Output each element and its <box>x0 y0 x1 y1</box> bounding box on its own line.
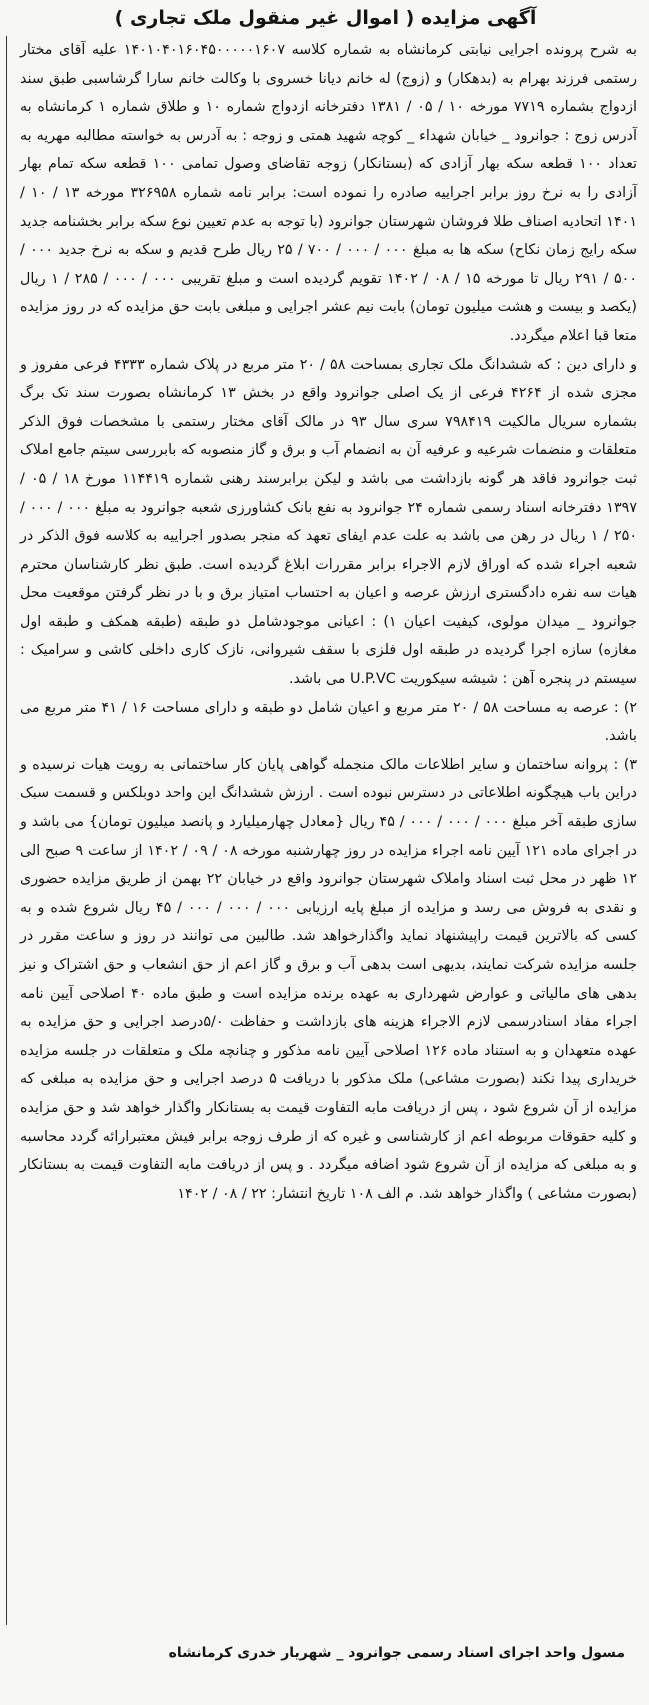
notice-body <box>12 36 639 1208</box>
notice-signature: مسول واحد اجرای اسناد رسمی جوانرود _ شهریار خدری کرمانشاه <box>168 1645 625 1661</box>
notice-paragraph-property: و دارای دین : که ششدانگ ملک تجاری بمساحت ۵۸ / ۲۰ متر مربع در پلاک شماره ۴۳۳۳ فرعی مفروز و مجزی شده از ۴۲۶۴ فرعی از یک اصلی جوانرود واقع در بخش ۱۳ کرمانشاه بصورت سند تک برگ بشماره سریال مالکیت ۷۹۸۴۱۹ سری سال ۹۳ در مالک آقای مختار رستمی با مشخصات فوق الذکر متعلقات و منضمات شرعیه و عرفیه آن به انضمام آب و برق و گاز منصوبه که بابررسی سیتم جامع املاک ثبت جوانرود فاقد هر گونه بازداشت می باشد و لیکن برابرسند رهنی شماره ۱۱۴۴۱۹ مورخ ۱۸ / ۰۵ / ۱۳۹۷ دفترخانه اسناد رسمی شماره ۲۴ جوانرود به نفع بانک کشاورزی شعبه جوانرود به مبلغ ۰۰۰ / ۰۰۰ / ۲۵۰ / ۱ ریال در رهن می باشد به علت عدم ایفای تعهد که منجر بصدور اجراییه به کلاسه فوق الذکر در شعبه اجراء شده که اوراق لازم الاجراء برابر مقررات ابلاغ گردیده است. طبق نظر کارشناسان محترم هیات سه نفره دادگستری ارزش عرصه و اعیان به احتساب امتیاز برق و با در نظر گرفتن موقعیت محل جوانرود _ میدان مولوی، کیفیت اعیان ۱) : اعیانی موجودشامل دو طبقه (طبقه همکف و طبقه اول مغازه) سازه اجرا گردیده در طبقه اول فلزی با سقف شیروانی، نازک کاری داخلی کاشی و سرامیک : سیستم در پنجره آهن : شیشه سیکوریت U.P.VC می باشد. <box>20 356 638 688</box>
notice-title: آگهی مزایده ( اموال غیر منقول ملک تجاری ) <box>114 7 537 29</box>
notice-paragraph-case: به شرح پرونده اجرایی نیابتی کرمانشاه به شماره کلاسه ۱۴۰۱۰۴۰۱۶۰۴۵۰۰۰۰۰۱۶۰۷ علیه آقای مختار رستمی فرزند بهرام به (بدهکار) و (زوج) له خانم دیانا خسروی با وکالت خانم سارا گرشاسبی طبق سند ازدواج بشماره ۷۷۱۹ مورخه ۱۰ / ۰۵ / ۱۳۸۱ دفترخانه ازدواج شماره ۱۰ و طلاق شماره ۱ کرمانشاه به آدرس زوج : جوانرود _ خیابان شهداء _ کوچه شهید همتی و زوجه : به آدرس به خواسته مطالبه مهریه به تعداد ۱۰۰ قطعه سکه بهار آزادی که (بستانکار) زوجه تقاضای وصول تمامی ۱۰۰ قطعه سکه تمام بهار آزادی را به نرخ روز برابر اجراییه صادره را نموده است: برابر نامه شماره ۳۲۶۹۵۸ مورخه ۱۳ / ۱۰ / ۱۴۰۱ اتحادیه اصناف طلا فروشان شهرستان جوانرود (با توجه به عدم تعیین نوع سکه برابر بخشنامه جدید سکه رایج زمان نکاح) سکه ها به مبلغ ۰۰۰ / ۰۰۰ / ۷۰۰ / ۲۵ ریال طرح قدیم و سکه به نرخ جدید ۰۰۰ / ۵۰۰ / ۲۹۱ ریال تا مورخه ۱۵ / ۰۸ / ۱۴۰۲ تقویم گردیده است و مبلغ تقریبی ۰۰۰ / ۰۰۰ / ۲۸۵ / ۱ ریال (یکصد و بیست و هشت میلیون تومان) بابت نیم عشر اجرایی و مبلغی بابت حق مزایده که در روز مزایده متعا قبا اعلام میگردد. <box>20 42 638 344</box>
notice-paragraph-auction-terms: ۳) : پروانه ساختمان و سایر اطلاعات مالک منجمله گواهی پایان کار ساختمانی به رویت هیات نرسیده و دراین باب هیچگونه اطلاعاتی در دسترس نبوده است . ارزش ششدانگ این واحد دوبلکس و قسمت سبک سازی طبقه آخر مبلغ ۰۰۰ / ۰۰۰ / ۰۰۰ / ۴۵ ریال {معادل چهارمیلیارد و پانصد میلیون تومان} می باشد و در اجرای ماده ۱۲۱ آیین نامه اجراء مزایده در روز چهارشنبه مورخه ۰۸ / ۰۹ / ۱۴۰۲ از ساعت ۹ صبح الی ۱۲ ظهر در محل ثبت اسناد واملاک شهرستان جوانرود واقع در خیابان ۲۲ بهمن از طریق مزایده حضوری و نقدی به فروش می رسد و مزایده از مبلغ پایه ارزیابی ۰۰۰ / ۰۰۰ / ۰۰۰ / ۴۵ ریال شروع شده و به کسی که بالاترین قیمت راپیشنهاد نماید واگذارخواهد شد. طالبین می توانند در روز و ساعت مقرر در جلسه مزایده شرکت نمایند، بدیهی است بدهی آب و برق و گاز اعم از حق انشعاب و حق اشتراک و نیز بدهی های مالیاتی و عوارض شهرداری به عهده برنده مزایده است و طبق ماده ۴۰ اصلاحی آیین نامه اجراء مفاد اسنادرسمی لازم الاجراء هزینه های بازداشت و حفاظت ۵/۰درصد اجرایی و حق مزایده به عهده متعهدان و به استناد ماده ۱۲۶ اصلاحی آیین نامه مذکور و چنانچه ملک و متعلقات در جلسه مزایده خریداری پیدا نکند (بصورت مشاعی) ملک مذکور با دریافت ۵ درصد اجرایی و حق مزایده به مبلغی که مزایده از آن شروع شود ، پس از دریافت مابه التفاوت قیمت به بستانکار واگذار خواهد شد و حق مزایده و کلیه حقوقات مربوطه اعم از کارشناسی و غیره که از طرف زوجه برابر فیش معتبرارائه گردد محاسبه و به مبلغی که مزایده از آن شروع شود اضافه میگردد . و پس از دریافت مابه التفاوت قیمت به بستانکار (بصورت مشاعی ) واگذار خواهد شد. م الف ۱۰۸ تاریخ انتشار: ۲۲ / ۰۸ / ۱۴۰۲ <box>20 756 638 1202</box>
left-border-line <box>6 36 9 1625</box>
notice-paragraph-area: ۲) : عرصه به مساحت ۵۸ / ۲۰ متر مربع و اعیان شامل دو طبقه و دارای مساحت ۱۶ / ۴۱ متر مربع می باشد. <box>20 699 637 745</box>
